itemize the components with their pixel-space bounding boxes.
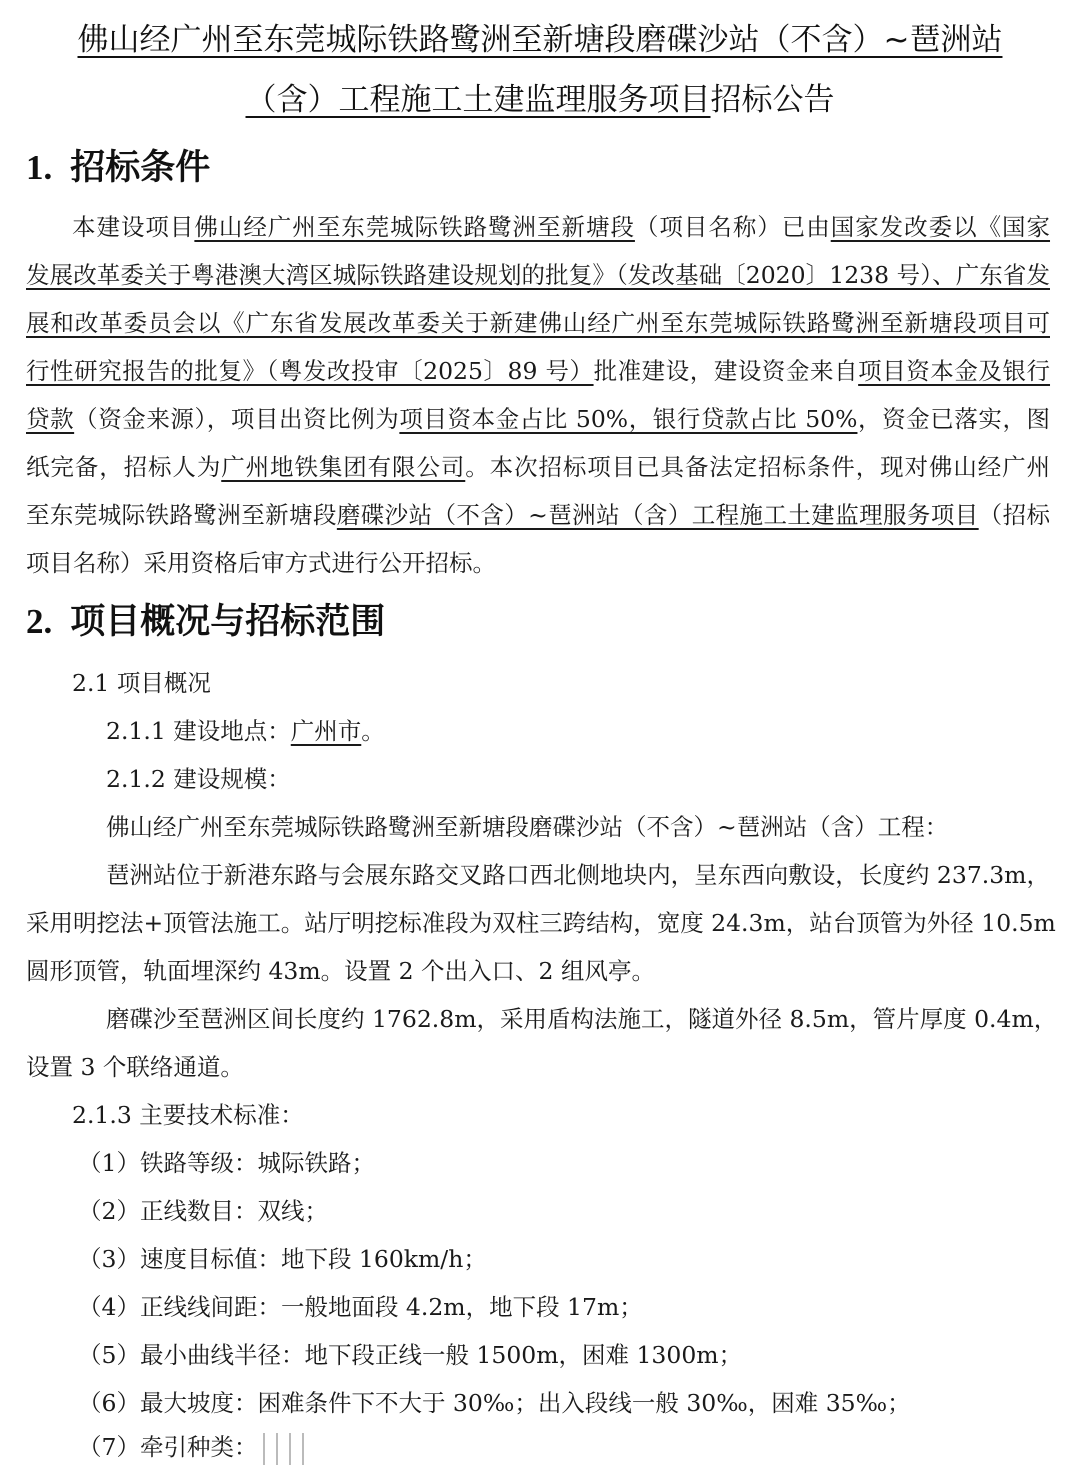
section-1-line — [72, 208, 1050, 242]
subsection-2-1: 2.1 项目概况 — [72, 669, 211, 697]
section-1-number: 1. — [26, 148, 53, 187]
underlined-text: 磨碟沙站（不含）~琶洲站（含）工程施工土建监理服务项目 — [336, 501, 979, 529]
text: （项目名称）已由 — [634, 213, 831, 241]
section-1-line — [26, 544, 1050, 578]
location-label: 2.1.1 建设地点： — [106, 717, 291, 745]
text: 本建设项目 — [72, 213, 195, 241]
subsection-2-1-1 — [106, 712, 385, 746]
underlined-text: 展和改革委员会以《广东省发展改革委关于新建佛山经广州至东莞城际铁路鹭洲至新塘段项目可 — [26, 309, 1050, 337]
text: 纸完备，招标人为 — [26, 453, 222, 481]
text: 项目名称）采用资格后审方式进行公开招标。 — [26, 549, 496, 577]
section-1-title: 招标条件 — [70, 148, 211, 188]
text: 至东莞城际铁路鹭洲至新塘段 — [26, 501, 337, 529]
section-1-line — [26, 400, 1050, 434]
tech-standard-6: （6）最大坡度：困难条件下不大于 30‰；出入段线一般 30‰，困难 35‰； — [78, 1389, 911, 1417]
underlined-text: 佛山经广州至东莞城际铁路鹭洲至新塘段 — [194, 213, 635, 241]
section-2-number: 2. — [26, 602, 53, 641]
tech-standard-1: （1）铁路等级：城际铁路； — [78, 1149, 375, 1177]
tech-standard-7-text: （7）牵引种类： — [78, 1433, 258, 1461]
underlined-text: 贷款 — [26, 405, 75, 433]
text: 。本次招标项目已具备法定招标条件，现对佛山经广州 — [465, 453, 1051, 481]
document-title-line-2 — [0, 74, 1080, 119]
subsection-2-1-3: 2.1.3 主要技术标准： — [72, 1101, 304, 1129]
text: （招标 — [978, 501, 1050, 529]
title-text-2-rest: 招标公告 — [710, 82, 835, 118]
underlined-text: 国家发改委以《国家 — [830, 213, 1051, 241]
text: ，资金已落实，图 — [857, 405, 1051, 433]
station-para-line-3: 圆形顶管，轨面埋深约 43m。设置 2 个出入口、2 组风亭。 — [26, 957, 655, 985]
station-para-line-2: 采用明挖法+顶管法施工。站厅明挖标准段为双柱三跨结构，宽度 24.3m，站台顶管为外径 10.5m — [26, 909, 1056, 937]
underlined-text: 行性研究报告的批复》（粤发改投审〔2025〕89 号） — [26, 357, 594, 385]
section-1-heading — [26, 140, 210, 190]
tunnel-para-line-1: 磨碟沙至琶洲区间长度约 1762.8m，采用盾构法施工，隧道外径 8.5m，管片厚度 0.4m， — [106, 1005, 1058, 1033]
tech-standard-3: （3）速度目标值：地下段 160km/h； — [78, 1245, 487, 1273]
document-title-line-1 — [0, 14, 1080, 59]
underlined-text: 广州地铁集团有限公司 — [221, 453, 466, 481]
station-para-line-1: 琶洲站位于新港东路与会展东路交叉路口西北侧地块内，呈东西向敷设，长度约 237.3m， — [106, 861, 1050, 889]
section-1-line — [26, 304, 1050, 338]
section-2-heading — [26, 594, 385, 644]
tech-standard-7 — [78, 1428, 307, 1465]
section-1-line — [26, 448, 1050, 482]
section-2-title: 项目概况与招标范围 — [70, 602, 386, 642]
watermark-glyph — [257, 1433, 307, 1465]
section-1-line — [26, 352, 1050, 386]
title-text-2-underlined: （含）工程施工土建监理服务项目 — [245, 82, 711, 118]
underlined-text: 项目资本金及银行 — [858, 357, 1051, 385]
title-text-1: 佛山经广州至东莞城际铁路鹭洲至新塘段磨碟沙站（不含）~琶洲站 — [77, 22, 1003, 58]
section-1-line — [26, 496, 1050, 530]
project-scope-title: 佛山经广州至东莞城际铁路鹭洲至新塘段磨碟沙站（不含）~琶洲站（含）工程： — [106, 813, 949, 841]
tunnel-para-line-2: 设置 3 个联络通道。 — [26, 1053, 244, 1081]
tech-standard-2: （2）正线数目：双线； — [78, 1197, 328, 1225]
location-value: 广州市 — [290, 717, 362, 745]
subsection-2-1-2: 2.1.2 建设规模： — [106, 765, 291, 793]
text: （资金来源），项目出资比例为 — [74, 405, 400, 433]
underlined-text: 项目资本金占比 50%，银行贷款占比 50% — [399, 405, 858, 433]
text: 批准建设，建设资金来自 — [593, 357, 859, 385]
section-1-line — [26, 256, 1050, 290]
location-end: 。 — [361, 717, 385, 745]
underlined-text: 发展改革委关于粤港澳大湾区城际铁路建设规划的批复》（发改基础〔2020〕1238 号）、广东省发 — [26, 261, 1050, 289]
tech-standard-5: （5）最小曲线半径：地下段正线一般 1500m，困难 1300m； — [78, 1341, 743, 1369]
tech-standard-4: （4）正线线间距：一般地面段 4.2m，地下段 17m； — [78, 1293, 643, 1321]
